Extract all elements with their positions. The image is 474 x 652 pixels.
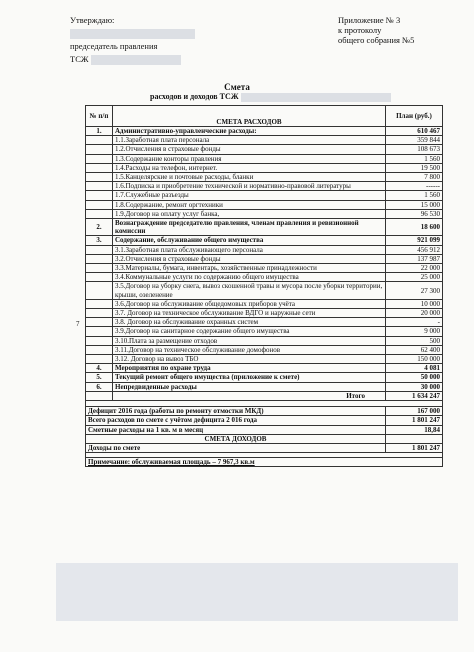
- row-amount: 10 000: [386, 299, 443, 308]
- deficit-amount: 167 000: [386, 407, 443, 416]
- row-name: 3.11.Договор на техническое обслуживание домофонов: [113, 345, 386, 354]
- redacted-signatures: [56, 563, 458, 621]
- row-number: [86, 355, 113, 364]
- row-number: [86, 200, 113, 209]
- table-row: [86, 382, 443, 391]
- table-row: [86, 154, 443, 163]
- row-name: Вознаграждение председателю правления, членам правления и ревизионной комиссии: [113, 219, 386, 236]
- row-amount: 1 560: [386, 154, 443, 163]
- row-name: 3.3.Материалы, бумага, инвентарь, хозяйственные принадлежности: [113, 264, 386, 273]
- row-name: 1.1.Заработная плата персонала: [113, 136, 386, 145]
- row-amount: 456 912: [386, 245, 443, 254]
- row-number: [86, 345, 113, 354]
- row-name: 3.10.Плата за размещение отходов: [113, 336, 386, 345]
- table-row: [86, 236, 443, 245]
- row-number: [86, 273, 113, 282]
- rate-amount: 18,84: [386, 425, 443, 434]
- row-number: [86, 163, 113, 172]
- table-row: [86, 145, 443, 154]
- row-number: [86, 327, 113, 336]
- row-name: 3.2.Отчисления в страховые фонды: [113, 254, 386, 263]
- row-number: [86, 136, 113, 145]
- row-number: [86, 173, 113, 182]
- table-row: [86, 327, 443, 336]
- row-amount: 20 000: [386, 309, 443, 318]
- row-number: 2.: [86, 219, 113, 236]
- table-row: [86, 219, 443, 236]
- row-name: Административно-управленческие расходы:: [113, 127, 386, 136]
- table-row: [86, 163, 443, 172]
- approve-label: Утверждаю:: [70, 15, 115, 25]
- table-row: [86, 336, 443, 345]
- row-amount: 921 099: [386, 236, 443, 245]
- row-number: [86, 282, 113, 299]
- col-plan-header: План (руб.): [386, 106, 443, 127]
- row-name: 1.9.Договор на оплату услуг банка,: [113, 209, 386, 218]
- row-amount: 500: [386, 336, 443, 345]
- row-number: [86, 145, 113, 154]
- row-name: 1.3.Содержание конторы правления: [113, 154, 386, 163]
- table-row: [86, 355, 443, 364]
- row-amount: 30 000: [386, 382, 443, 391]
- margin-mark: 7: [76, 320, 80, 328]
- row-name: Непредвиденные расходы: [113, 382, 386, 391]
- row-number: 1.: [86, 127, 113, 136]
- row-name: 3.6.Договор на обслуживание общедомовых приборов учёта: [113, 299, 386, 308]
- total-label: Итого: [113, 391, 386, 400]
- table-row: [86, 318, 443, 327]
- row-amount: 1 560: [386, 191, 443, 200]
- budget-table: [85, 105, 443, 467]
- row-number: [86, 264, 113, 273]
- row-name: 3.12. Договор на вывоз ТБО: [113, 355, 386, 364]
- table-row: [86, 299, 443, 308]
- row-amount: 25 000: [386, 273, 443, 282]
- row-amount: 62 400: [386, 345, 443, 354]
- table-footer: [86, 391, 443, 466]
- row-number: [86, 191, 113, 200]
- row-amount: 27 300: [386, 282, 443, 299]
- row-name: 3.9.Договор на санитарное содержание общего имущества: [113, 327, 386, 336]
- document-title: Смета: [224, 82, 250, 92]
- row-amount: 359 844: [386, 136, 443, 145]
- all-label: Всего расходов по смете с учётом дефицита 2 016 года: [86, 416, 386, 425]
- deficit-row: [86, 407, 443, 416]
- col-name-header: СМЕТА РАСХОДОВ: [113, 106, 386, 127]
- org-label: ТСЖ: [70, 54, 89, 64]
- row-name: Содержание, обслуживание общего имущества: [113, 236, 386, 245]
- table-row: [86, 373, 443, 382]
- col-no-header: № п/п: [86, 106, 113, 127]
- row-number: 4.: [86, 364, 113, 373]
- row-amount: 7 800: [386, 173, 443, 182]
- all-amount: 1 801 247: [386, 416, 443, 425]
- chair-label: председатель правления: [70, 41, 158, 51]
- redacted-org: [91, 55, 181, 65]
- table-header-row: [86, 106, 443, 127]
- table-row: [86, 200, 443, 209]
- table-row: [86, 209, 443, 218]
- redacted-subtitle: [241, 93, 391, 102]
- document-subtitle: расходов и доходов ТСЖ: [150, 92, 391, 102]
- table-row: [86, 136, 443, 145]
- table-row: [86, 264, 443, 273]
- to-protocol-label: к протоколу: [338, 25, 382, 35]
- row-amount: 50 000: [386, 373, 443, 382]
- note-row: [86, 458, 443, 467]
- meeting-label: общего собрания №5: [338, 35, 415, 45]
- row-number: [86, 318, 113, 327]
- row-name: 1.8.Содержание, ремонт оргтехники: [113, 200, 386, 209]
- total-amount: 1 634 247: [386, 391, 443, 400]
- income-label: Доходы по смете: [86, 443, 386, 452]
- row-number: [86, 245, 113, 254]
- approval-block: [70, 15, 195, 67]
- income-amount: 1 801 247: [386, 443, 443, 452]
- row-number: [86, 182, 113, 191]
- row-number: [86, 154, 113, 163]
- income-header-row: [86, 434, 443, 443]
- row-name: 1.5.Канцелярские и почтовые расходы, бланки: [113, 173, 386, 182]
- row-amount: 108 673: [386, 145, 443, 154]
- row-amount: 9 000: [386, 327, 443, 336]
- note-text: Примечание: обслуживаемая площадь – 7 967,3 кв.м: [86, 458, 443, 467]
- row-amount: 15 000: [386, 200, 443, 209]
- row-name: 1.2.Отчисления в страховые фонды: [113, 145, 386, 154]
- row-amount: 4 081: [386, 364, 443, 373]
- row-number: [86, 254, 113, 263]
- row-name: Мероприятия по охране труда: [113, 364, 386, 373]
- table-row: [86, 309, 443, 318]
- row-name: Текущий ремонт общего имущества (приложение к смете): [113, 373, 386, 382]
- row-amount: -: [386, 318, 443, 327]
- table-row: [86, 245, 443, 254]
- table-row: [86, 345, 443, 354]
- row-number: [86, 336, 113, 345]
- row-number: 6.: [86, 382, 113, 391]
- table-row: [86, 127, 443, 136]
- rate-label: Сметные расходы на 1 кв. м в месяц: [86, 425, 386, 434]
- table-row: [86, 254, 443, 263]
- row-number: [86, 299, 113, 308]
- row-name: 3.4.Коммунальные услуги по содержанию общего имущества: [113, 273, 386, 282]
- table-row: [86, 182, 443, 191]
- row-amount: 18 600: [386, 219, 443, 236]
- income-header: СМЕТА ДОХОДОВ: [86, 434, 386, 443]
- appendix-block: [338, 15, 414, 45]
- table-row: [86, 364, 443, 373]
- deficit-label: Дефицит 2016 года (работы по ремонту отмостки МКД): [86, 407, 386, 416]
- row-number: 5.: [86, 373, 113, 382]
- table-row: [86, 273, 443, 282]
- redacted-name: [70, 29, 195, 39]
- row-name: 1.6.Подписка и приобретение технической и нормативно-правовой литературы: [113, 182, 386, 191]
- row-amount: 19 500: [386, 163, 443, 172]
- row-name: 3.7. Договор на техническое обслуживание ВДГО и наружные сети: [113, 309, 386, 318]
- row-number: [86, 309, 113, 318]
- row-amount: 96 530: [386, 209, 443, 218]
- table-body: [86, 127, 443, 392]
- row-amount: 150 000: [386, 355, 443, 364]
- table-row: [86, 282, 443, 299]
- row-name: 1.4.Расходы на телефон, интернет.: [113, 163, 386, 172]
- income-row: [86, 443, 443, 452]
- row-name: 3.8. Договор на обслуживание охранных систем: [113, 318, 386, 327]
- table-row: [86, 191, 443, 200]
- row-amount: 610 467: [386, 127, 443, 136]
- appendix-label: Приложение № 3: [338, 15, 401, 25]
- row-name: 3.5.Договор на уборку снега, вывоз скошенной травы и мусора после уборки территории, крыши, озеленение: [113, 282, 386, 299]
- table-row: [86, 173, 443, 182]
- row-number: 3.: [86, 236, 113, 245]
- row-amount: ------: [386, 182, 443, 191]
- row-name: 3.1.Заработная плата обслуживающего персонала: [113, 245, 386, 254]
- all-row: [86, 416, 443, 425]
- row-number: [86, 209, 113, 218]
- total-row: [86, 391, 443, 400]
- row-amount: 22 000: [386, 264, 443, 273]
- row-amount: 137 987: [386, 254, 443, 263]
- rate-row: [86, 425, 443, 434]
- row-name: 1.7.Служебные разъезды: [113, 191, 386, 200]
